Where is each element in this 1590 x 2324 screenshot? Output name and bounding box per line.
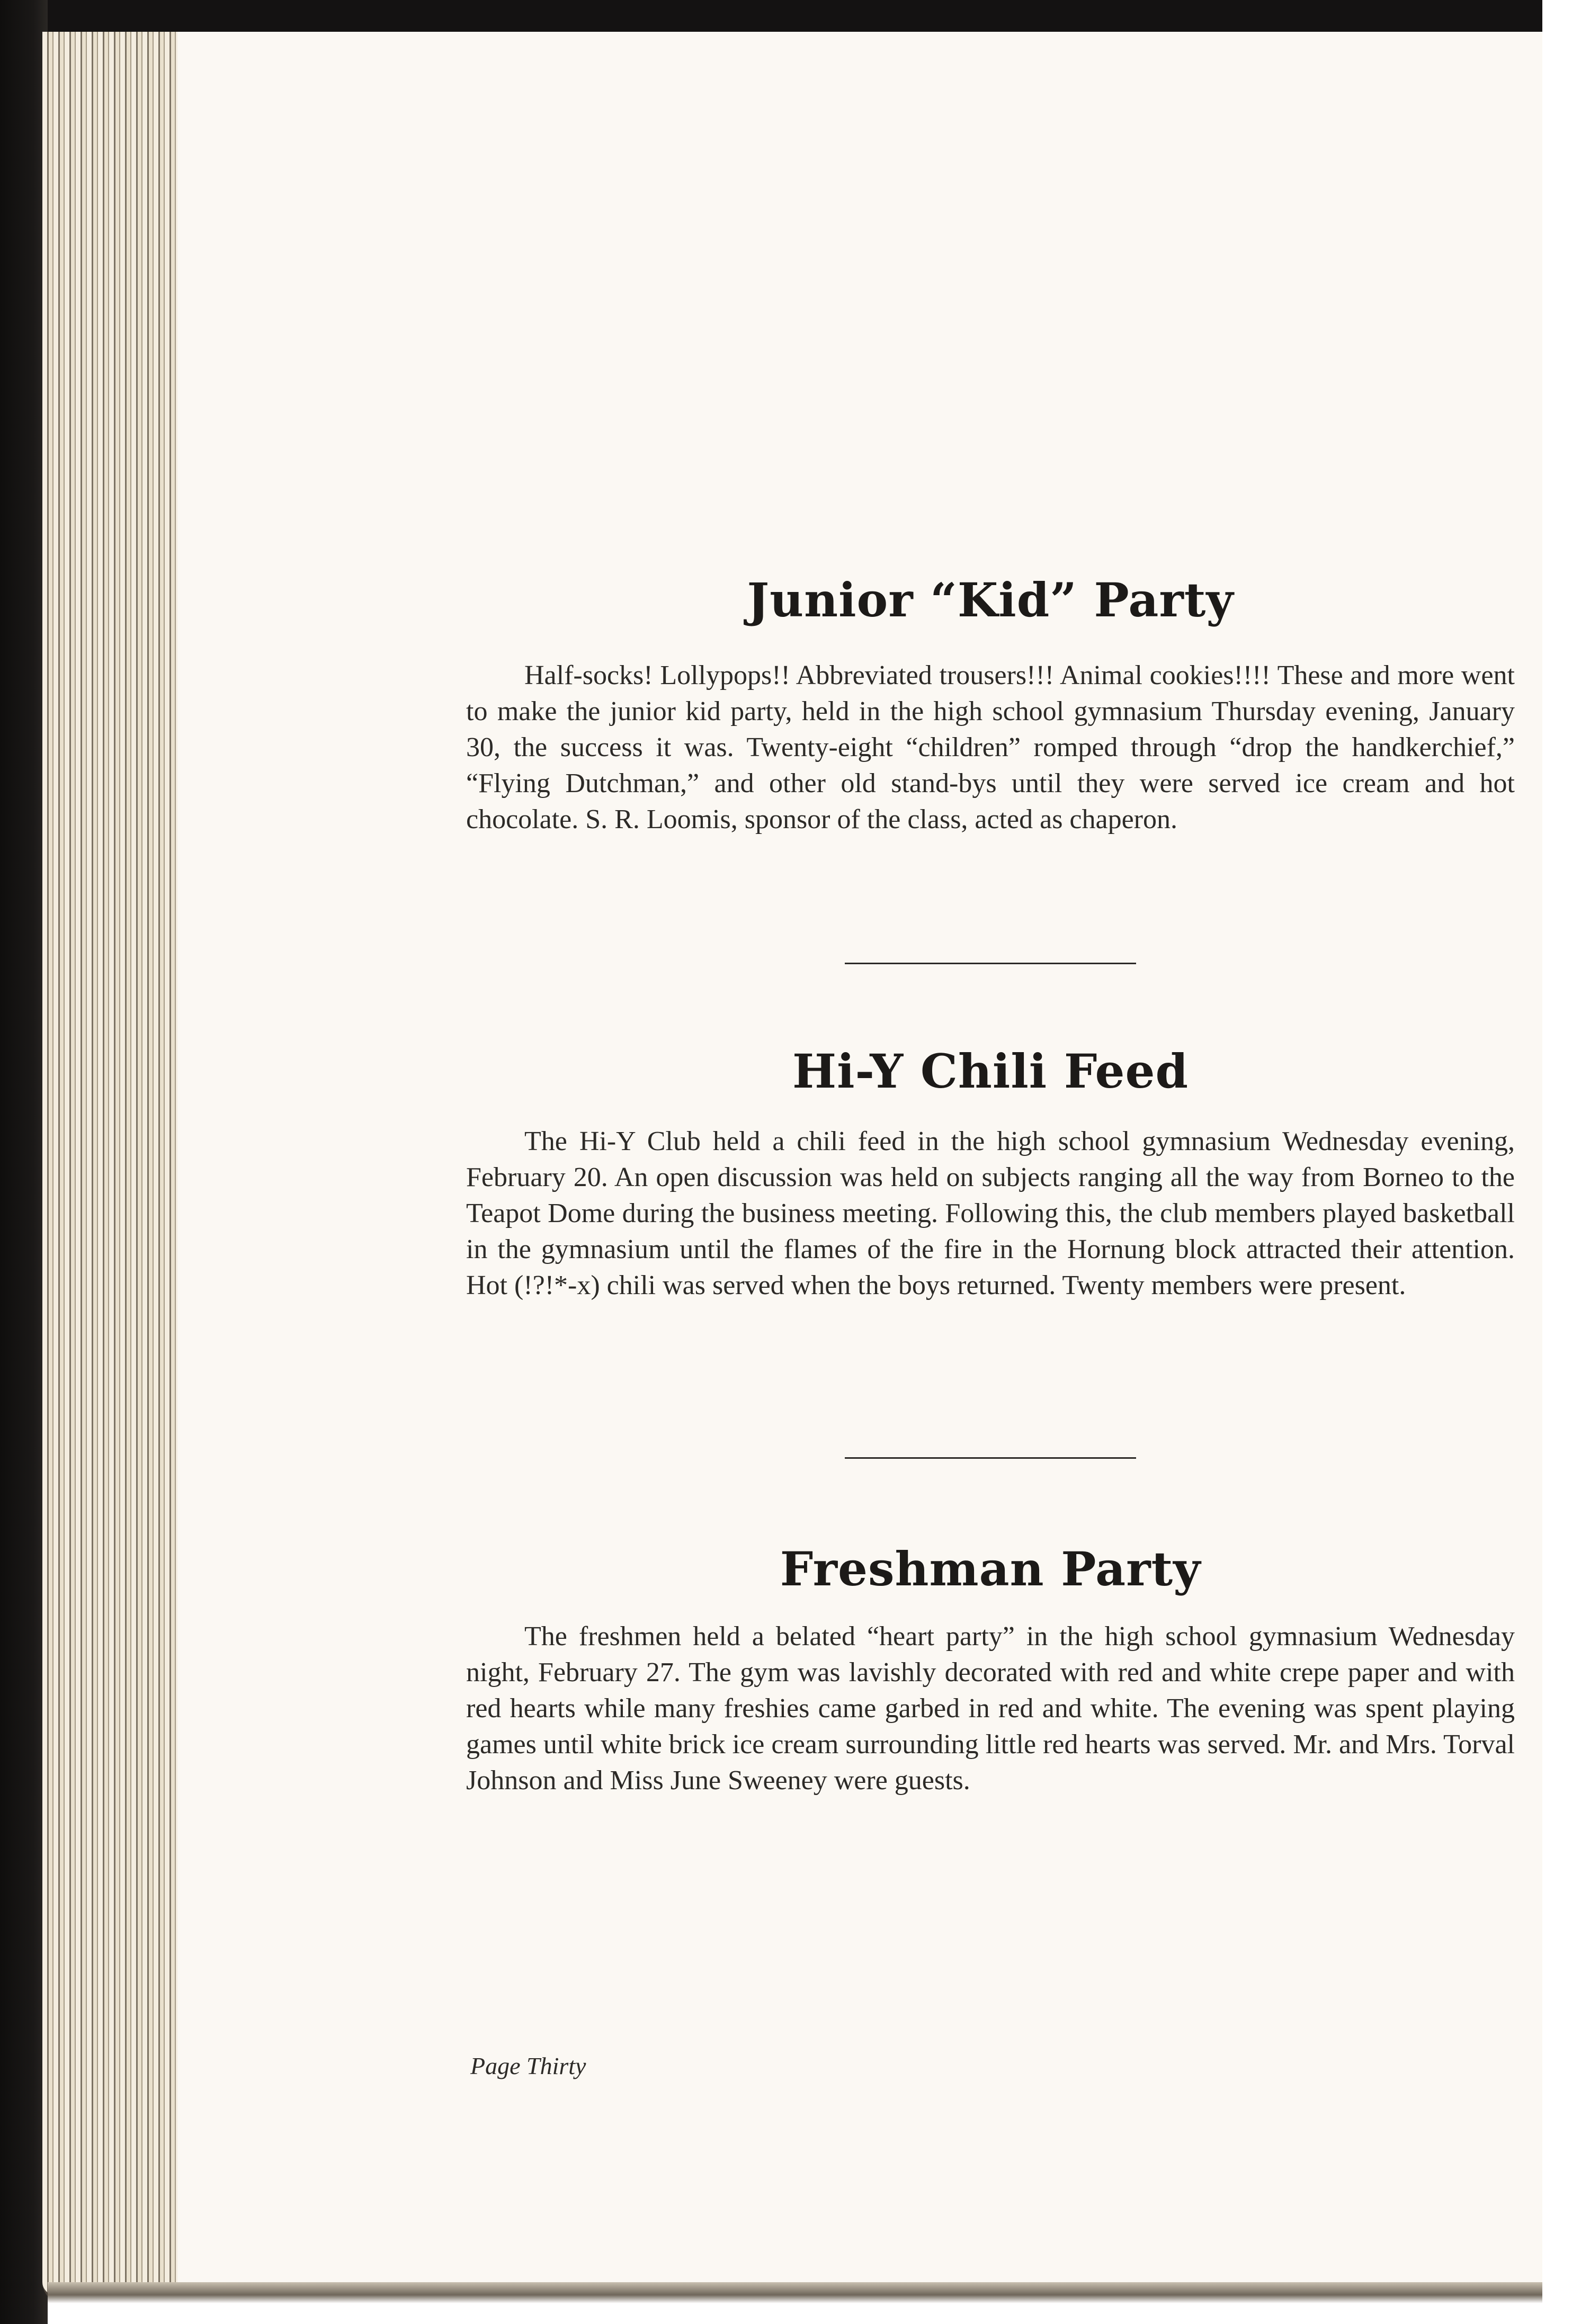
section-heading: Freshman Party (780, 1541, 1201, 1596)
section-body: The Hi-Y Club held a chili feed in the high school gymnasium Wednesday evening, February 20. An open discussion was held on subjects ranging all the way from Borneo to the Teapot Dome during the business meeting. Following this, the club members played basketball in the gymnasium until the flames of the fire in the Hornung block attracted their attention. Hot (!?!*-x) chili was served when the boys returned. Twenty members were present. (466, 1126, 1515, 1300)
section-hi-y-chili-feed (466, 1046, 1515, 1304)
page-bottom-edge (48, 2282, 1542, 2303)
section-heading: Hi-Y Chili Feed (792, 1044, 1189, 1099)
scan-left-border (0, 0, 48, 2324)
section-body: Half-socks! Lollypops!! Abbreviated trousers!!! Animal cookies!!!! These and more went to make the junior kid party, held in the high school gymnasium Thursday evening, January 30, the success it was. Twenty-eight “children” romped through “drop the handkerchief,” “Flying Dutchman,” and other old stand-bys until they were served ice cream and hot chocolate. S. R. Loomis, sponsor of the class, acted as chaperon. (466, 660, 1515, 835)
section-divider (845, 1457, 1136, 1459)
scan-top-border (0, 0, 1542, 32)
section-freshman-party (466, 1541, 1515, 1799)
section-junior-kid-party (466, 572, 1515, 838)
section-heading: Junior “Kid” Party (747, 572, 1234, 627)
book-page-edges (42, 32, 180, 2303)
page-number: Page Thirty (470, 2052, 586, 2079)
section-divider (845, 963, 1136, 964)
section-body: The freshmen held a belated “heart party” in the high school gymnasium Wednesday night, February 27. The gym was lavishly decorated with red and white crepe paper and with red hearts while many freshies came garbed in red and white. The evening was spent playing games until white brick ice cream surrounding little red hearts was served. Mr. and Mrs. Torval Johnson and Miss June Sweeney were guests. (466, 1621, 1515, 1796)
